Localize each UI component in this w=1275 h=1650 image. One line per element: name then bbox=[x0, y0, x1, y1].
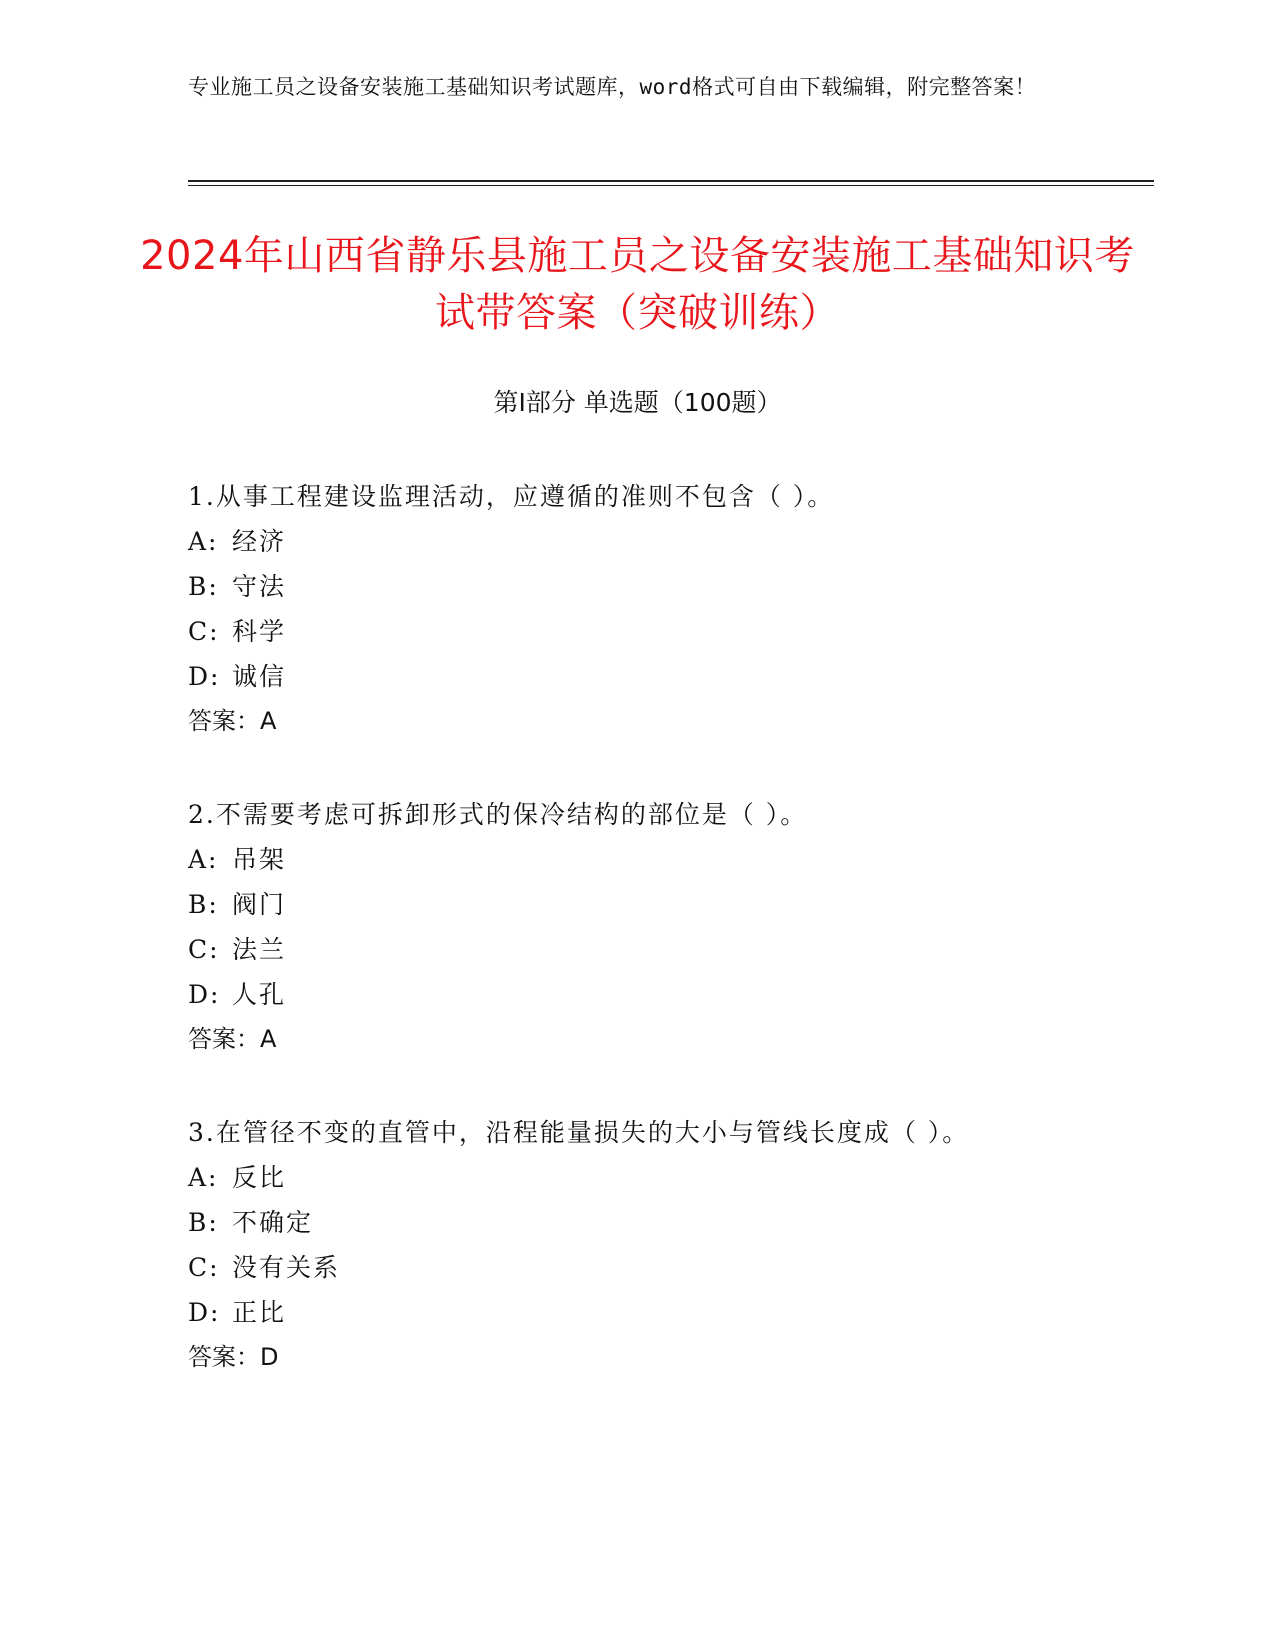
option-b bbox=[188, 564, 1148, 609]
option-letter: C: bbox=[188, 617, 220, 646]
option-d bbox=[188, 654, 1148, 699]
option-a bbox=[188, 837, 1148, 882]
option-letter: A: bbox=[188, 527, 219, 556]
option-a bbox=[188, 519, 1148, 564]
document-title: 2024年山西省静乐县施工员之设备安装施工基础知识考试带答案（突破训练） bbox=[140, 233, 1135, 336]
option-text: 诚信 bbox=[232, 662, 287, 691]
option-letter: D: bbox=[188, 1298, 221, 1327]
option-text: 法兰 bbox=[232, 935, 287, 964]
option-b bbox=[188, 1200, 1148, 1245]
option-letter: B: bbox=[188, 1208, 219, 1237]
option-text: 吊架 bbox=[232, 845, 287, 874]
option-text: 科学 bbox=[232, 617, 287, 646]
answer-line: 答案：A bbox=[188, 1025, 277, 1053]
option-text: 不确定 bbox=[232, 1208, 314, 1237]
question-block bbox=[188, 792, 1148, 1062]
option-text: 人孔 bbox=[232, 980, 287, 1009]
option-text: 阀门 bbox=[232, 890, 287, 919]
option-c bbox=[188, 1245, 1148, 1290]
header-rule-thick bbox=[188, 180, 1154, 182]
option-d bbox=[188, 1290, 1148, 1335]
question-block bbox=[188, 474, 1148, 744]
option-text: 没有关系 bbox=[232, 1253, 341, 1282]
option-a bbox=[188, 1155, 1148, 1200]
answer-line: 答案：A bbox=[188, 707, 277, 735]
option-letter: A: bbox=[188, 1163, 219, 1192]
option-b bbox=[188, 882, 1148, 927]
question-stem: 2.不需要考虑可拆卸形式的保冷结构的部位是（ ）。 bbox=[188, 800, 808, 829]
option-letter: C: bbox=[188, 935, 220, 964]
option-c bbox=[188, 609, 1148, 654]
section-heading: 第Ⅰ部分 单选题（100题） bbox=[493, 388, 782, 417]
option-text: 守法 bbox=[232, 572, 287, 601]
answer-line: 答案：D bbox=[188, 1343, 279, 1371]
option-text: 正比 bbox=[232, 1298, 287, 1327]
option-d bbox=[188, 972, 1148, 1017]
option-text: 反比 bbox=[232, 1163, 287, 1192]
header-rule-thin bbox=[188, 185, 1154, 186]
question-stem: 1.从事工程建设监理活动，应遵循的准则不包含（ ）。 bbox=[188, 482, 835, 511]
option-letter: D: bbox=[188, 662, 221, 691]
option-text: 经济 bbox=[232, 527, 287, 556]
question-stem: 3.在管径不变的直管中，沿程能量损失的大小与管线长度成（ ）。 bbox=[188, 1118, 970, 1147]
question-block bbox=[188, 1110, 1148, 1380]
option-letter: B: bbox=[188, 572, 219, 601]
option-letter: A: bbox=[188, 845, 219, 874]
header-note: 专业施工员之设备安装施工基础知识考试题库，word格式可自由下载编辑，附完整答案！ bbox=[188, 75, 1037, 99]
option-letter: B: bbox=[188, 890, 219, 919]
option-letter: C: bbox=[188, 1253, 220, 1282]
option-letter: D: bbox=[188, 980, 221, 1009]
option-c bbox=[188, 927, 1148, 972]
